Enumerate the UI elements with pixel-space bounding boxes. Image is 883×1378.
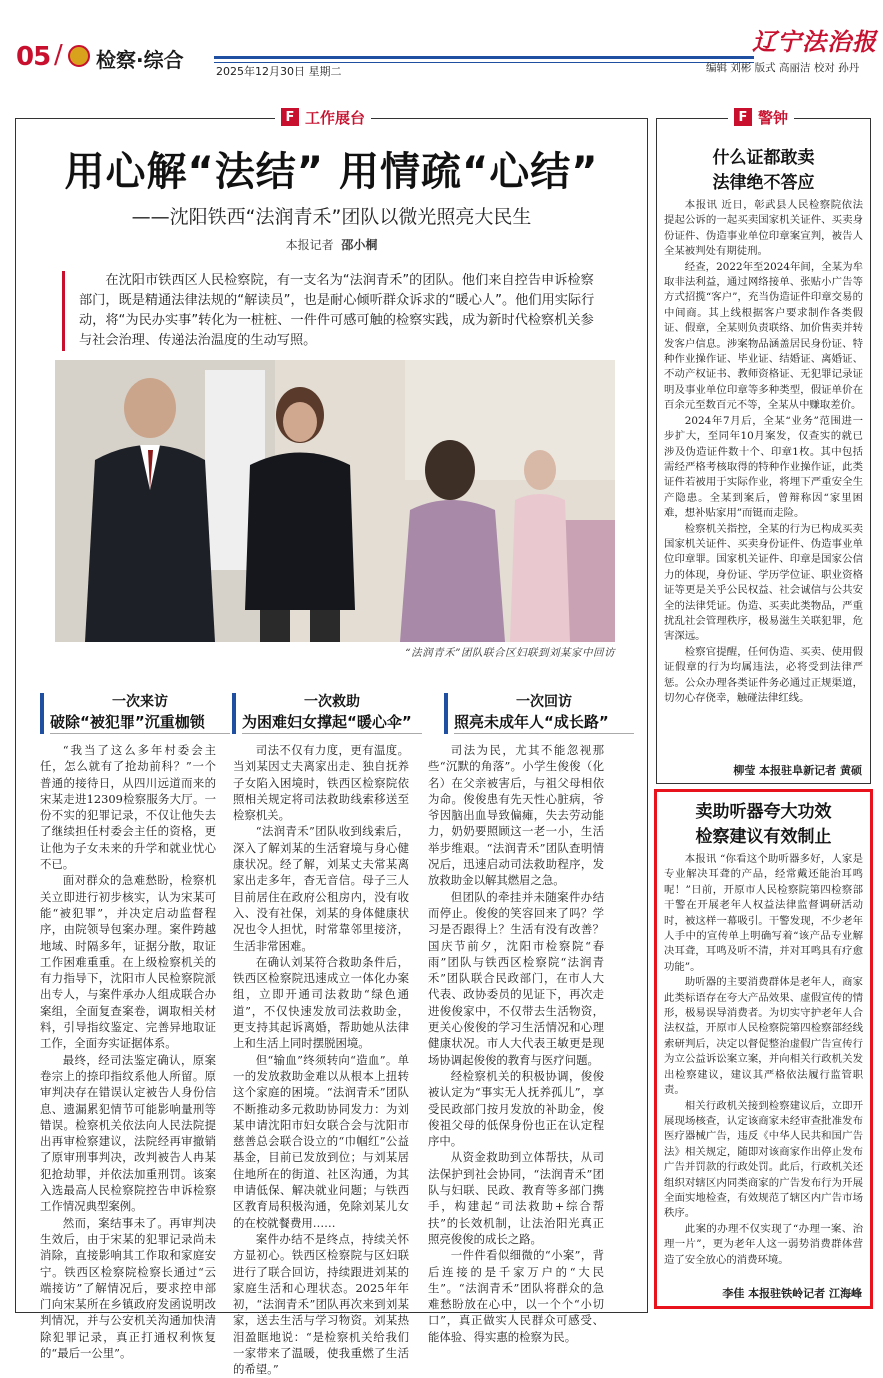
article-headline: 用心解“法结” 用情疏“心结” (64, 149, 599, 195)
paragraph: 此案的办理不仅实现了“办理一案、治理一片”，更为老年人这一弱势消费群体营造了安全放心的消费环境。 (664, 1222, 863, 1266)
paragraph: 经查，2022年至2024年间，全某为牟取非法利益，通过网络接单、张贴小广告等方式招揽“客户”，充当伪造证件印章交易的中间商。其上线根据客户要求制作各类假证、假章，全某则负责联络、加价售卖并转发客户信息。涉案物品涵盖居民身份证、特种作业操作证、毕业证、结婚证、离婚证、不动产权证书、教师资格证、无犯罪记录证明及事业单位印章等多种类型，假证单价在百余元至数百元不等，全某从中赚取差价。 (664, 260, 863, 412)
article-photo (55, 360, 615, 642)
paragraph: 最终，经司法鉴定确认，原案卷宗上的捺印指纹系他人所留。原审判决存在错误认定被告人身份信息、遗漏累犯情节可能影响量刑等错误。检察机关依法向人民法院提出再审检察建议，法院经再审撤销了原审刑事判决，改判被告人冉某犯抢劫罪，并依法加重刑罚。该案入选最高人民检察院控告申诉检察工作情况典型案例。 (40, 1052, 216, 1214)
section-heading-aid (232, 693, 422, 734)
paragraph: 检察机关指控，全某的行为已构成买卖国家机关证件、买卖身份证件、伪造事业单位印章罪。国家机关证件、印章是国家公信力的体现，身份证、学历学位证、职业资格证等更是关乎公民权益、社会诚信与公共安全的法律凭证。伪造、买卖此类物品，严重扰乱社会管理秩序，极易滋生关联犯罪，危害深远。 (664, 522, 863, 643)
section-subtitle: 照亮未成年人“成长路” (454, 711, 634, 734)
tag-label: 工作展台 (305, 108, 366, 127)
sidebar-article1-body (664, 198, 863, 758)
tag-letter-icon: F (734, 108, 752, 126)
page-number-slash: / (54, 40, 63, 70)
paragraph: 但团队的牵挂并未随案件办结而停止。俊俊的笑容回来了吗？学习是否跟得上？生活有没有改善？国庆节前夕，沈阳市检察院“春雨”团队与铁西区检察院“法润青禾”团队联合民政部门，在市人大代表、政协委员的见证下，再次走进俊俊家中，不仅带去生活物资，更关心俊俊的学习生活情况和心理健康状况。市人大代表王敏更是现场协调起俊俊的教育与医疗问题。 (428, 889, 604, 1067)
sidebar-article1-signature: 柳莹 本报驻阜新记者 黄硕 (733, 764, 862, 777)
masthead-rule (214, 56, 754, 59)
paragraph: 本报讯 “你看这个助听器多好，人家是专业解决耳聋的产品，经常戴还能治耳鸣呢！”日前，开原市人民检察院第四检察部干警在开展老年人权益法律监督调研活动时，被这样一幕吸引。干警发现，不少老年人手中的宣传单上明确写着“该产品专业解决耳聋，耳鸣及听不清，并对耳鸣具有疗愈功能”。 (664, 853, 863, 973)
section-heading-visit (40, 693, 230, 734)
article-lead: 在沈阳市铁西区人民检察院，有一支名为“法润青禾”的团队。他们来自控告申诉检察部门，既是精通法律法规的“解读员”，也是耐心倾听群众诉求的“暖心人”。他们用实际行动，将“为民办实事”转化为一桩桩、一件件可感可触的检察实践，成为新时代检察机关参与社会治理、传递法治温度的生动写照。 (62, 271, 602, 351)
section-title: 一次回访 (516, 694, 572, 710)
title-line: 检察建议有效制止 (695, 827, 832, 847)
body-column-3 (428, 742, 604, 1344)
sidebar-article2-body (664, 852, 863, 1282)
paragraph: 一件件看似细微的“小案”，背后连接的是千家万户的“大民生”。“法润青禾”团队将群众的急难愁盼放在心中，以一个个“小切口”，真正做实人民群众可感受、能体验、得实惠的检察为民。 (428, 1248, 604, 1344)
paragraph: 检察官提醒，任何伪造、买卖、使用假证假章的行为均属违法，必将受到法律严惩。公众办理各类证件务必通过正规渠道，切勿心存侥幸，触碰法律红线。 (664, 645, 863, 704)
paragraph: 司法为民，尤其不能忽视那些“沉默的角落”。小学生俊俊（化名）在父亲被害后，与祖父母相依为命。俊俊患有先天性心脏病，爷爷因脑出血导致偏瘫，失去劳动能力，奶奶要照顾这一老一小，生活举步维艰。“法润青禾”团队查明情况后，迅速启动司法救助程序，发放救助金以解其燃眉之急。 (428, 743, 604, 888)
masthead (0, 0, 883, 80)
paragraph: 2024年7月后，全某“业务”范围进一步扩大，至同年10月案发，仅查实的就已涉及伪造证件数十个、印章1枚。其中包括需经严格考核取得的特种作业操作证，此类证件若被用于实际作业，将埋下严重安全生产隐患。全某到案后，曾辩称因“家里困难，想补贴家用”而铤而走险。 (664, 414, 863, 520)
paragraph: 司法不仅有力度，更有温度。当刘某因丈夫离家出走、独自抚养子女陷入困境时，铁西区检察院依照相关规定将司法救助线索移送至检察机关。 (233, 743, 409, 823)
section-title: 一次来访 (112, 694, 168, 710)
tag-label: 警钟 (758, 108, 789, 127)
byline-prefix: 本报记者 (285, 238, 334, 252)
issue-date: 2025年12月30日 星期二 (216, 65, 342, 78)
photo-caption: “法润青禾”团队联合区妇联到刘某家中回访 (405, 647, 615, 659)
body-column-1 (40, 742, 216, 1360)
paragraph: 面对群众的急难愁盼，检察机关立即进行初步核实，认为宋某可能“被犯罪”，并决定启动监督程序，由院领导包案办理。案件跨越地域、时隔多年，证据分散，取证工作困难重重。在上级检察机关的有力指导下，沈阳市人民检察院派出专人，与案件承办人组成联合办案组，全面复查案卷，调取相关材料，引导指纹鉴定、完善异地取证工作，全面夯实证据体系。 (40, 873, 216, 1051)
section-tag-work-showcase (275, 107, 371, 127)
title-line: 卖助听器夸大功效 (695, 802, 832, 822)
photo-illustration (55, 360, 615, 642)
paragraph: 但“输血”终须转向“造血”。单一的发放救助金难以从根本上扭转这个家庭的困境。“法润青禾”团队不断推动多元救助协同发力：为刘某申请沈阳市妇女联合会与沈阳市慈善总会联合设立的“巾帼红”公益基金，目前已发放到位；与刘某居住地所在的街道、社区沟通，为其申请低保、解决就业问题；与铁西区教育局积极沟通，免除刘某儿女的在校就餐费用…… (233, 1052, 409, 1230)
procuratorate-emblem-icon (68, 45, 90, 67)
sidebar-article2-title (660, 800, 867, 850)
section-subtitle: 破除“被犯罪”沉重枷锁 (50, 711, 230, 734)
paragraph: 案件办结不是终点，持续关怀方显初心。铁西区检察院与区妇联进行了联合回访，持续跟进刘某的家庭生活和心理状态。2025年年初，“法润青禾”团队再次来到刘某家，送去生活与学习物资。刘某热泪盈眶地说：“是检察机关给我们一家带来了温暖，使我重燃了生活的希望。” (233, 1231, 409, 1377)
section-subtitle: 为困难妇女撑起“暖心伞” (242, 711, 422, 734)
paragraph: “我当了这么多年村委会主任，怎么就有了抢劫前科？”一个普通的接待日，从四川远道而来的宋某走进12309检察服务大厅。一份不实的犯罪记录，不仅让他失去了继续担任村委会主任的资格，更让他为子女未来的升学和就业忧心不已。 (40, 743, 216, 872)
newspaper-logo: 辽宁法治报 (752, 27, 877, 56)
article-subheadline: ——沈阳铁西“法润青禾”团队以微光照亮大民生 (131, 206, 532, 228)
body-column-2 (233, 742, 409, 1377)
section-heading-revisit (444, 693, 634, 734)
byline-name: 邵小桐 (341, 238, 378, 252)
paragraph: 本报讯 近日，彰武县人民检察院依法提起公诉的一起买卖国家机关证件、买卖身份证件、伪造事业单位印章案宣判，被告人全某被判处有期徒刑。 (664, 199, 863, 258)
section-name: 检察·综合 (96, 48, 184, 72)
article-byline (15, 236, 648, 253)
page-number: 05 (16, 42, 51, 72)
paragraph: 然而，案结事未了。再审判决生效后，由于宋某的犯罪记录尚未消除，直接影响其工作取和家庭安宁。铁西区检察院检察长通过“云端接访”了解情况后，要求控申部门向宋某所在乡镇政府发函说明改判情况，并与公安机关沟通加快清除犯罪记录，真正打通权利恢复的“最后一公里”。 (40, 1215, 216, 1360)
sidebar-article2-signature: 李佳 本报驻铁岭记者 江海峰 (722, 1287, 862, 1300)
sidebar-article1-title (660, 146, 867, 196)
paragraph: 经检察机关的积极协调，俊俊被认定为“事实无人抚养孤儿”，享受民政部门按月发放的补助金，俊俊祖父母的低保身份也正在认定程序中。 (428, 1068, 604, 1149)
paragraph: 从资金救助到立体帮扶，从司法保护到社会协同，“法润青禾”团队与妇联、民政、教育等多部门携手，构建起“司法救助+综合帮扶”的长效机制，让法治阳光真正照亮俊俊的成长之路。 (428, 1150, 604, 1246)
title-line: 什么证都敢卖 (712, 148, 815, 168)
editor-credits: 编辑 刘彬 版式 高丽洁 校对 孙丹 (706, 62, 860, 74)
paragraph: 助听器的主要消费群体是老年人，商家此类标语存在夸大产品效果、虚假宣传的情形，极易误导消费者。为切实守护老年人合法权益，开原市人民检察院第四检察部经线索研判后，决定以督促整治虚假广告宣传行为立公益诉讼案立案，并向相关行政机关发出检察建议，建议其严格依法履行监管职责。 (664, 976, 863, 1097)
paragraph: 在确认刘某符合救助条件后，铁西区检察院迅速成立一体化办案组，立即开通司法救助“绿色通道”，不仅快速发放司法救助金，更支持其起诉离婚，帮助她从法律上和生活上同时摆脱困境。 (233, 954, 409, 1051)
title-line: 法律绝不答应 (712, 173, 815, 193)
section-title: 一次救助 (304, 694, 360, 710)
paragraph: 相关行政机关接到检察建议后，立即开展现场核查，认定该商家未经审查批准发布医疗器械广告，违反《中华人民共和国广告法》相关规定，随即对该商家作出停止发布广告并罚款的行政处罚。此后，行政机关还组织对辖区内同类商家的广告发布行为开展全面实地检查，有效规范了辖区内广告市场秩序。 (664, 1099, 863, 1220)
paragraph: “法润青禾”团队收到线索后，深入了解刘某的生活窘境与身心健康状况。经了解，刘某丈夫常某离家出走多年，杳无音信。母子三人目前居住在政府公租房内，没有收入、没有社保，刘某的身体健康状况也令人担忧，时常靠邻里接济，生活非常困难。 (233, 824, 409, 953)
section-tag-warning-bell (728, 107, 794, 127)
tag-letter-icon: F (281, 108, 299, 126)
